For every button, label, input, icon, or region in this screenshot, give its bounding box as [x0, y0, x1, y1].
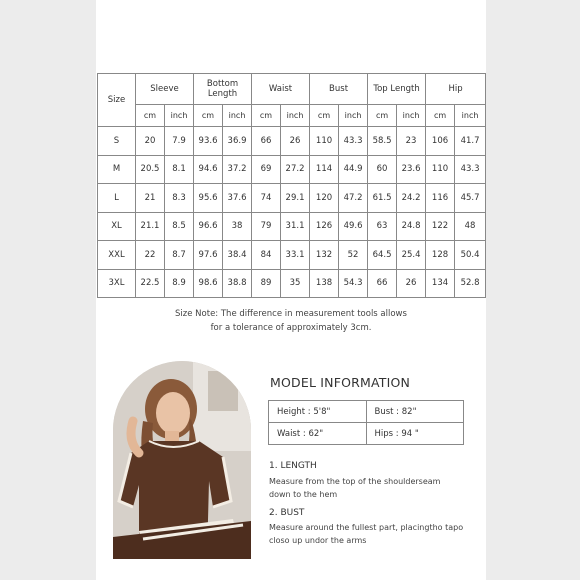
- unit-cm: cm: [426, 105, 455, 127]
- value-cell: 84: [252, 241, 281, 270]
- model-illustration: [113, 361, 251, 559]
- value-cell: 120: [310, 184, 339, 213]
- value-cell: 58.5: [368, 127, 397, 156]
- value-cell: 8.3: [165, 184, 194, 213]
- value-cell: 43.3: [455, 155, 486, 184]
- value-cell: 97.6: [194, 241, 223, 270]
- table-row: [98, 212, 486, 241]
- model-hips: Hips : 94 ": [366, 423, 464, 445]
- value-cell: 41.7: [455, 127, 486, 156]
- unit-inch: inch: [165, 105, 194, 127]
- size-note-line-2: for a tolerance of approximately 3cm.: [210, 323, 372, 333]
- value-cell: 20.5: [136, 155, 165, 184]
- value-cell: 106: [426, 127, 455, 156]
- value-cell: 26: [281, 127, 310, 156]
- unit-cm: cm: [368, 105, 397, 127]
- value-cell: 45.7: [455, 184, 486, 213]
- value-cell: 132: [310, 241, 339, 270]
- unit-inch: inch: [339, 105, 368, 127]
- right-background: [486, 0, 580, 580]
- unit-row: [98, 105, 486, 127]
- value-cell: 122: [426, 212, 455, 241]
- bust-description-line-2: closo up undor the arms: [269, 535, 367, 545]
- value-cell: 93.6: [194, 127, 223, 156]
- value-cell: 33.1: [281, 241, 310, 270]
- value-cell: 128: [426, 241, 455, 270]
- table-row: [98, 184, 486, 213]
- value-cell: 98.6: [194, 269, 223, 298]
- value-cell: 24.8: [397, 212, 426, 241]
- unit-cm: cm: [194, 105, 223, 127]
- value-cell: 21: [136, 184, 165, 213]
- value-cell: 36.9: [223, 127, 252, 156]
- value-cell: 35: [281, 269, 310, 298]
- table-row: [98, 269, 486, 298]
- value-cell: 27.2: [281, 155, 310, 184]
- value-cell: 94.6: [194, 155, 223, 184]
- size-note-line-1: Size Note: The difference in measurement tools allows: [175, 309, 407, 319]
- model-height: Height : 5'8": [269, 401, 367, 423]
- value-cell: 50.4: [455, 241, 486, 270]
- length-description-line-1: Measure from the top of the shoulderseam: [269, 477, 441, 486]
- value-cell: 61.5: [368, 184, 397, 213]
- size-note: [96, 307, 486, 335]
- value-cell: 89: [252, 269, 281, 298]
- value-cell: 96.6: [194, 212, 223, 241]
- table-header-row: [98, 74, 486, 105]
- value-cell: 37.6: [223, 184, 252, 213]
- value-cell: 63: [368, 212, 397, 241]
- bottom-length-header-text: Bottom Length: [206, 79, 239, 99]
- value-cell: 31.1: [281, 212, 310, 241]
- value-cell: 8.7: [165, 241, 194, 270]
- value-cell: 26: [397, 269, 426, 298]
- value-cell: 43.3: [339, 127, 368, 156]
- value-cell: 54.3: [339, 269, 368, 298]
- size-cell: XXL: [98, 241, 136, 270]
- value-cell: 134: [426, 269, 455, 298]
- value-cell: 25.4: [397, 241, 426, 270]
- left-background: [0, 0, 96, 580]
- size-cell: 3XL: [98, 269, 136, 298]
- bottom-length-header: [194, 74, 252, 105]
- value-cell: 64.5: [368, 241, 397, 270]
- unit-inch: inch: [223, 105, 252, 127]
- sleeve-header: Sleeve: [136, 74, 194, 105]
- unit-cm: cm: [310, 105, 339, 127]
- value-cell: 47.2: [339, 184, 368, 213]
- value-cell: 138: [310, 269, 339, 298]
- value-cell: 116: [426, 184, 455, 213]
- size-cell: L: [98, 184, 136, 213]
- model-photo: [113, 361, 251, 559]
- value-cell: 23: [397, 127, 426, 156]
- value-cell: 38: [223, 212, 252, 241]
- value-cell: 21.1: [136, 212, 165, 241]
- length-description: [269, 476, 479, 501]
- value-cell: 95.6: [194, 184, 223, 213]
- size-cell: XL: [98, 212, 136, 241]
- value-cell: 48: [455, 212, 486, 241]
- value-cell: 38.8: [223, 269, 252, 298]
- value-cell: 44.9: [339, 155, 368, 184]
- value-cell: 20: [136, 127, 165, 156]
- bust-heading: 2. BUST: [269, 508, 305, 518]
- model-bust: Bust : 82": [366, 401, 464, 423]
- table-row: [98, 241, 486, 270]
- value-cell: 66: [368, 269, 397, 298]
- size-header: Size: [98, 74, 136, 127]
- value-cell: 110: [310, 127, 339, 156]
- model-info-table: [268, 400, 464, 445]
- model-info-title: MODEL INFORMATION: [270, 375, 411, 390]
- unit-inch: inch: [397, 105, 426, 127]
- value-cell: 74: [252, 184, 281, 213]
- value-cell: 23.6: [397, 155, 426, 184]
- value-cell: 49.6: [339, 212, 368, 241]
- waist-header: Waist: [252, 74, 310, 105]
- top-length-header: Top Length: [368, 74, 426, 105]
- value-cell: 8.9: [165, 269, 194, 298]
- length-heading: 1. LENGTH: [269, 461, 317, 471]
- value-cell: 126: [310, 212, 339, 241]
- table-row: [98, 155, 486, 184]
- size-cell: M: [98, 155, 136, 184]
- bust-header: Bust: [310, 74, 368, 105]
- value-cell: 60: [368, 155, 397, 184]
- value-cell: 8.5: [165, 212, 194, 241]
- length-description-line-2: down to the hem: [269, 489, 338, 499]
- value-cell: 52: [339, 241, 368, 270]
- value-cell: 29.1: [281, 184, 310, 213]
- value-cell: 38.4: [223, 241, 252, 270]
- value-cell: 114: [310, 155, 339, 184]
- size-cell: S: [98, 127, 136, 156]
- value-cell: 7.9: [165, 127, 194, 156]
- size-table: [97, 73, 486, 298]
- bust-description-line-1: Measure around the fullest part, placingtho tapo: [269, 523, 464, 532]
- value-cell: 8.1: [165, 155, 194, 184]
- unit-inch: inch: [455, 105, 486, 127]
- hip-header: Hip: [426, 74, 486, 105]
- value-cell: 37.2: [223, 155, 252, 184]
- value-cell: 22.5: [136, 269, 165, 298]
- unit-cm: cm: [252, 105, 281, 127]
- bust-description: [269, 522, 479, 547]
- unit-cm: cm: [136, 105, 165, 127]
- value-cell: 52.8: [455, 269, 486, 298]
- value-cell: 66: [252, 127, 281, 156]
- model-waist: Waist : 62": [269, 423, 367, 445]
- unit-inch: inch: [281, 105, 310, 127]
- value-cell: 24.2: [397, 184, 426, 213]
- value-cell: 69: [252, 155, 281, 184]
- value-cell: 110: [426, 155, 455, 184]
- table-row: [98, 127, 486, 156]
- value-cell: 79: [252, 212, 281, 241]
- value-cell: 22: [136, 241, 165, 270]
